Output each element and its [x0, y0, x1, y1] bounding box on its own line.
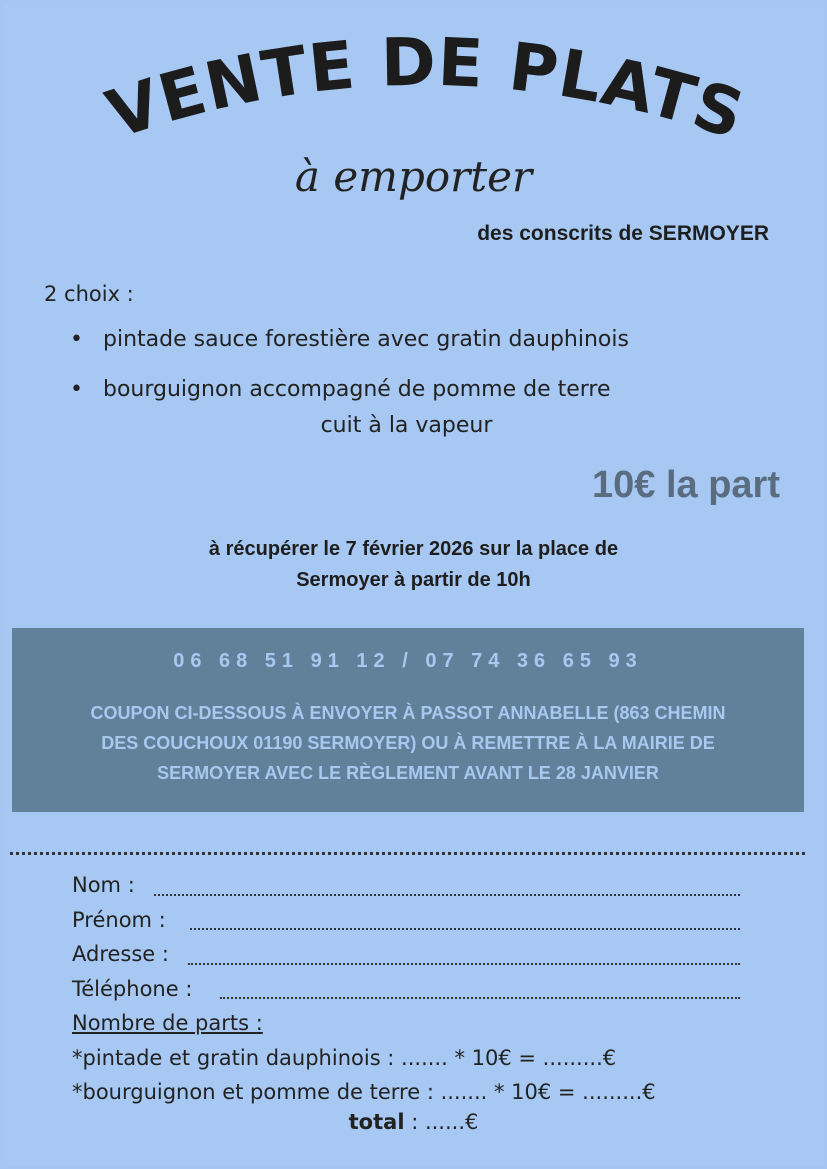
choice-2-text: bourguignon accompagné de pomme de terre — [103, 377, 611, 402]
prenom-field[interactable] — [190, 928, 740, 930]
nom-field[interactable] — [154, 894, 740, 896]
bullet-icon: • — [70, 377, 83, 402]
nom-label: Nom : — [72, 873, 135, 897]
telephone-label: Téléphone : — [72, 976, 193, 1001]
adresse-row — [72, 939, 752, 974]
pickup-line-1: à récupérer le 7 février 2026 sur la place de — [208, 538, 619, 560]
choice-2-continuation: cuit à la vapeur — [320, 413, 493, 438]
total-field[interactable]: : ......€ — [404, 1110, 479, 1134]
order-pintade[interactable]: *pintade et gratin dauphinois : ....... * 10€ = .........€ — [72, 1045, 617, 1070]
pickup-line-2: Sermoyer à partir de 10h — [296, 569, 531, 591]
coupon-line-3: SERMOYER AVEC LE RÈGLEMENT AVANT LE 28 JANVIER — [157, 763, 659, 783]
pickup-info — [0, 534, 827, 596]
list-item — [70, 372, 770, 444]
order-bourguignon[interactable]: *bourguignon et pomme de terre : ....... * 10€ = .........€ — [72, 1080, 656, 1104]
order-form — [72, 870, 752, 1112]
phone-numbers: 06 68 51 91 12 / 07 74 36 65 93 — [173, 650, 643, 672]
choices-label: 2 choix : — [44, 282, 134, 306]
subtitle: à emporter — [294, 152, 533, 201]
telephone-field[interactable] — [220, 997, 740, 999]
adresse-field[interactable] — [188, 963, 740, 965]
prenom-label: Prénom : — [72, 907, 166, 932]
bullet-icon: • — [70, 327, 83, 352]
byline: des conscrits de SERMOYER — [477, 222, 769, 245]
telephone-row — [72, 974, 752, 1009]
coupon-instructions — [42, 698, 774, 788]
prenom-row — [72, 905, 752, 940]
list-item — [70, 322, 770, 358]
order-bourguignon-row — [72, 1077, 752, 1112]
order-pintade-row — [72, 1043, 752, 1078]
cut-line — [10, 852, 805, 855]
parts-label: Nombre de parts : — [72, 1011, 263, 1035]
adresse-label: Adresse : — [72, 942, 169, 966]
coupon-line-2: DES COUCHOUX 01190 SERMOYER) OU À REMETTRE À LA MAIRIE DE — [101, 733, 715, 753]
choice-1-text: pintade sauce forestière avec gratin dauphinois — [103, 327, 629, 352]
coupon-line-1: COUPON CI-DESSOUS À ENVOYER À PASSOT ANNABELLE (863 CHEMIN — [90, 703, 726, 723]
main-title: VENTE DE PLATS — [97, 23, 754, 155]
total-label: total — [348, 1110, 405, 1134]
contact-banner — [12, 628, 804, 812]
nom-row — [72, 870, 752, 905]
price: 10€ la part — [592, 464, 780, 506]
total-row — [0, 1110, 827, 1134]
parts-row — [72, 1008, 752, 1043]
choices-list — [70, 322, 770, 458]
